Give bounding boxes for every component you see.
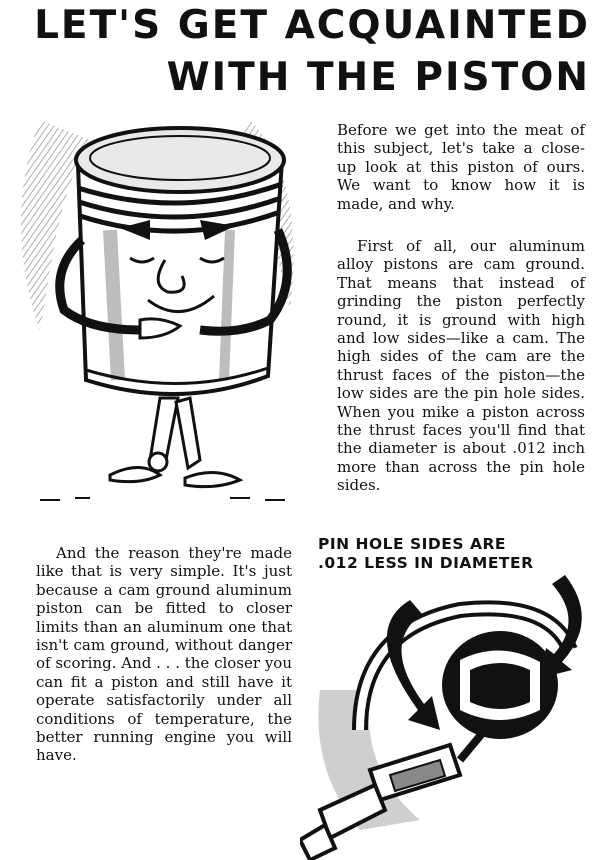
foot [110,468,160,482]
micrometer-illustration [300,570,600,860]
caption-line-2: .012 LESS IN DIAMETER [318,554,534,572]
caption-line-1: PIN HOLE SIDES ARE [318,535,506,553]
micrometer-caption [318,535,578,573]
title-line-2: WITH THE PISTON [166,55,590,100]
cartoon-piston-illustration [0,80,320,510]
cam-ground-paragraph: First of all, our aluminum alloy pistons are cam ground. That means that instead of grinding the piston perfectly round, it is ground with high and low sides—like a cam. The high sides of the cam are the thrust faces of the piston—the low sides are the pin hole sides. When you mike a piston across the thrust faces you'll find that the diameter is about .012 inch more than across the pin hole sides. [337,237,585,495]
piston-crown [76,128,284,192]
intro-paragraph: Before we get into the meat of this subject, let's take a close-up look at this piston of ours. We want to know how it is made, and why. [337,121,585,213]
foot [185,472,240,486]
ground-dashes [40,498,285,500]
title-line-1: LET'S GET ACQUAINTED [34,3,590,48]
reason-paragraph: And the reason they're made like that is very simple. It's just because a cam ground aluminum piston can be fitted to closer limits than an aluminum one that isn't cam ground, without danger of scoring. And . . . the closer you can fit a piston and still have it operate satisfactorily under all conditions of temperature, the better running engine you will have. [36,544,292,765]
